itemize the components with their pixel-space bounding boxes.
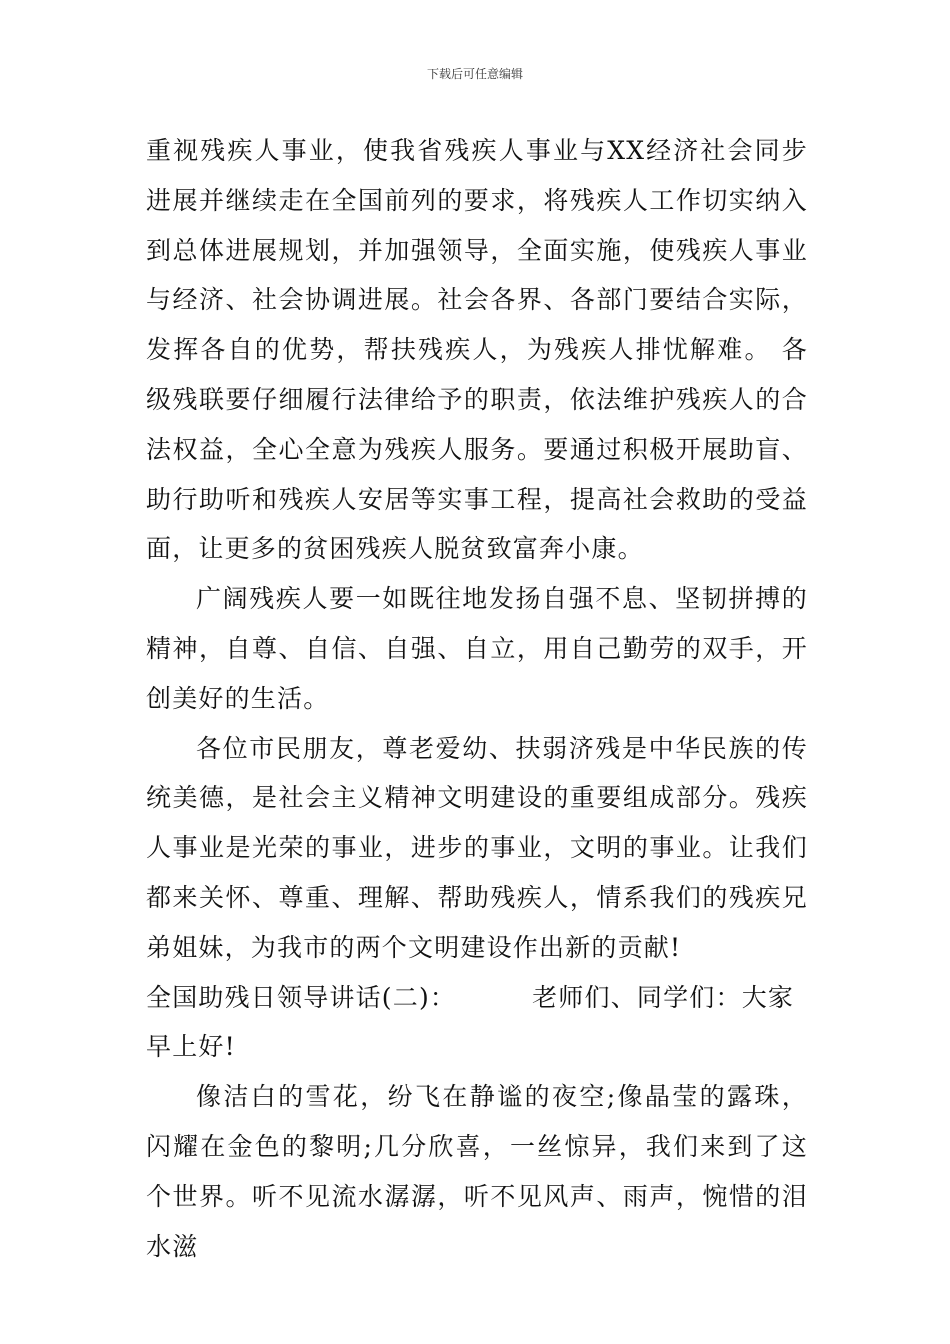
speech-greeting: 老师们、同学们：大家早上好! [146, 982, 795, 1062]
paragraph-citizens: 各位市民朋友，尊老爱幼、扶弱济残是中华民族的传统美德，是社会主义精神文明建设的重要组成部分。残疾人事业是光荣的事业，进步的事业，文明的事业。让我们都来关怀、尊重、理解、帮助残疾人，情系我们的残疾兄弟姐妹，为我市的两个文明建设作出新的贡献! [146, 733, 808, 962]
header-note: 下载后可任意编辑 [426, 67, 523, 81]
document-body [146, 126, 808, 1271]
speech-heading-line [146, 973, 808, 1073]
paragraph-disabled-people: 广阔残疾人要一如既往地发扬自强不息、坚韧拼搏的精神，自尊、自信、自强、自立，用自己勤劳的双手，开创美好的生活。 [146, 584, 808, 713]
speech-title: 全国助残日领导讲话(二)： [146, 982, 457, 1012]
paragraph-snowflake: 像洁白的雪花，纷飞在静谧的夜空;像晶莹的露珠，闪耀在金色的黎明;几分欣喜，一丝惊异，我们来到了这个世界。听不见流水潺潺，听不见风声、雨声，惋惜的泪水滋 [146, 1082, 808, 1261]
paragraph-continuation: 重视残疾人事业，使我省残疾人事业与XX经济社会同步进展并继续走在全国前列的要求，将残疾人工作切实纳入到总体进展规划，并加强领导，全面实施，使残疾人事业与经济、社会协调进展。社会各界、各部门要结合实际，发挥各自的优势，帮扶残疾人，为残疾人排忧解难。 各级残联要仔细履行法律给予的职责，依法维护残疾人的合法权益，全心全意为残疾人服务。要通过积极开展助盲、助行助听和残疾人安居等实事工程，提高社会救助的受益面，让更多的贫困残疾人脱贫致富奔小康。 [146, 136, 808, 564]
